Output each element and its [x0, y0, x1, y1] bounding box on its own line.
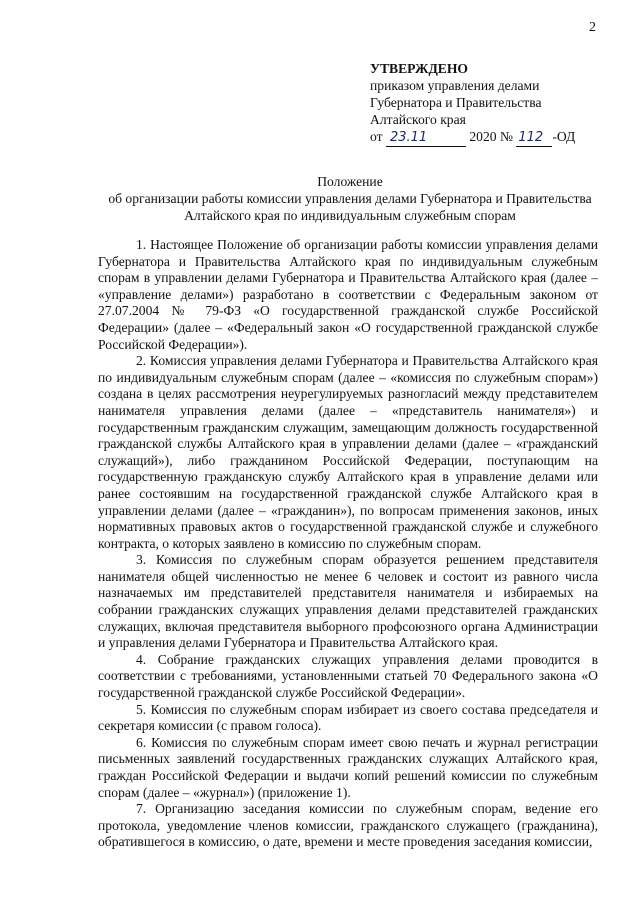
paragraph-7: 7. Организацию заседания комиссии по служебным спорам, ведение его протокола, уведомление членов комиссии, гражданского служащего (гражданина), обратившегося в комиссию, о дате, времени и месте проведения заседания комиссии, — [98, 801, 598, 850]
document-title — [90, 173, 610, 224]
approval-heading: УТВЕРЖДЕНО — [370, 61, 469, 76]
document-body — [98, 237, 598, 851]
title-line-1: Положение — [317, 174, 383, 189]
approval-block — [370, 60, 620, 147]
handwritten-date: 23.11 — [386, 129, 466, 147]
approval-line-3: Алтайского края — [370, 112, 466, 127]
approval-year-no: 2020 № — [469, 129, 513, 144]
paragraph-6: 6. Комиссия по служебным спорам имеет свою печать и журнал регистрации письменных заявлений государственных гражданских служащих Алтайского края, граждан Российской Федерации и выдачи копий решений комиссии по служебным спорам (далее – «журнал») (приложение 1). — [98, 734, 598, 800]
approval-suffix: -ОД — [552, 129, 576, 144]
approval-line-2: Губернатора и Правительства — [370, 95, 542, 110]
approval-prefix: от — [370, 129, 383, 144]
paragraph-3: 3. Комиссия по служебным спорам образуется решением представителя нанимателя общей численностью не менее 6 человек и состоит из равного числа назначаемых им представителей представителя нанимателя и избираемых на собрании гражданских служащих управления делами представителей гражданских служащих, включая представителя выборного профсоюзного органа Администрации и управления делами Губернатора и Правительства Алтайского края. — [98, 552, 598, 651]
paragraph-2: 2. Комиссия управления делами Губернатора и Правительства Алтайского края по индивидуальным служебным спорам (далее – «комиссия по служебным спорам») создана в целях рассмотрения неурегулируемых разногласий между представителем нанимателя управления делами (далее – «представитель нанимателя») и государственным гражданским служащим, замещающим должность государственной гражданской службы Алтайского края в управлении делами (далее – «гражданский служащий»), либо гражданином Российской Федерации, поступающим на государственную гражданскую службу Алтайского края в управление делами или ранее состоявшим на государственной гражданской службе Алтайского края в управлении делами (далее – «гражданин»), по вопросам применения законов, иных нормативных правовых актов о государственной гражданской службе и служебного контракта, о которых заявлено в комиссию по служебным спорам. — [98, 353, 598, 551]
approval-line-1: приказом управления делами — [370, 78, 540, 93]
paragraph-4: 4. Собрание гражданских служащих управления делами проводится в соответствии с требованиями, установленными статьей 70 Федерального закона «О государственной гражданской службе Российской Федерации». — [98, 651, 598, 701]
title-line-3: Алтайского края по индивидуальным служебным спорам — [184, 208, 516, 223]
handwritten-number: 112 — [516, 129, 552, 147]
paragraph-1: 1. Настоящее Положение об организации работы комиссии управления делами Губернатора и Правительства Алтайского края по индивидуальным служебным спорам в управлении делами Губернатора и Правительства Алтайского края (далее – «управление делами») разработано в соответствии с Федеральным законом от 27.07.2004 № 79-ФЗ «О государственной гражданской службе Российской Федерации» (далее – «Федеральный закон «О государственной гражданской службе Российской Федерации»). — [98, 237, 598, 352]
paragraph-5: 5. Комиссия по служебным спорам избирает из своего состава председателя и секретаря комиссии (с правом голоса). — [98, 701, 598, 734]
page-number: 2 — [589, 20, 596, 35]
title-line-2: об организации работы комиссии управления делами Губернатора и Правительства — [108, 191, 592, 206]
approval-date-line — [370, 128, 620, 147]
